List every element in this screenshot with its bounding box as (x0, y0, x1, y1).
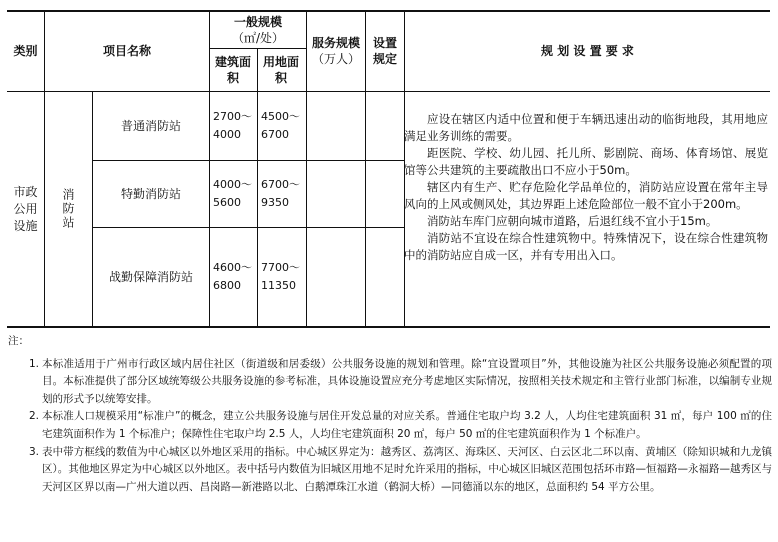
header-service-scale: 服务规模 （万人） (311, 36, 360, 66)
land-area-row-1: 4500～6700 (261, 110, 300, 141)
building-area-row-2: 4000～5600 (213, 178, 252, 209)
notes-label: 注： (8, 335, 29, 347)
subcategory-cell: 消防站 (61, 188, 75, 230)
category-cell: 市政公用设施 (13, 184, 38, 233)
requirements-text (404, 111, 768, 264)
requirement-paragraph: 距医院、学校、幼儿园、托儿所、影剧院、商场、体育场馆、展览馆等公共建筑的主要疏散出口不应小于50m。 (404, 146, 768, 177)
table-bottom-border (7, 326, 770, 328)
header-requirements: 规 划 设 置 要 求 (541, 44, 634, 58)
requirement-paragraph: 辖区内有生产、贮存危险化学品单位的，消防站应设置在常年主导风向的上风或侧风处，其边界距上述危险部位一般不宜小于200m。 (404, 180, 768, 211)
project-name-row-3: 战勤保障消防站 (108, 269, 193, 284)
note-number: 3. (28, 445, 39, 458)
land-area-row-3: 7700～11350 (261, 261, 300, 292)
note-text: 本标准人口规模采用“标准户”的概念，建立公共服务设施与居住开发总量的对应关系。普通住宅取户均 3.2 人，人均住宅建筑面积 31 ㎡，每户 100 ㎡的住宅建筑面积作为 1 个标准户；保障性住宅取户均 2.5 人，人均住宅建筑面积 20 ㎡，每户 50 ㎡的住宅建筑面积作为 1 个标准户。 (42, 410, 772, 440)
note-text: 表中带方框线的数值为中心城区以外地区采用的指标。中心城区界定为：越秀区、荔湾区、海珠区、天河区、白云区北二环以南、黄埔区（除知识城和九龙镇区）。其他地区界定为中心城区以外地区。表中括号内数值为旧城区用地不足时允许采用的指标，中心城区旧城区范围包括环市路—恒福路—永福路—越秀区与天河区区界以南—广州大道以西、昌岗路—新港路以北、白鹅潭珠江水道（鹤洞大桥）—同德涌以东的地区，总面积约 54 平方公里。 (42, 445, 772, 493)
notes-section (8, 333, 772, 496)
building-area-row-3: 4600～6800 (213, 261, 252, 292)
header-project-name: 项目名称 (102, 44, 151, 58)
header-setting-rule: 设置规定 (372, 36, 397, 66)
note-number: 2. (28, 410, 39, 423)
note-item (8, 356, 772, 409)
header-scale: 一般规模 （㎡/处） (231, 14, 285, 45)
note-item (8, 408, 772, 443)
note-number: 1. (28, 357, 39, 370)
col-divider-name (209, 10, 210, 327)
col-divider-building (257, 48, 258, 327)
note-text: 本标准适用于广州市行政区域内居住社区（街道级和居委级）公共服务设施的规划和管理。除“宜设置项目”外，其他设施为社区公共服务设施必须配置的项目。本标准提供了部分区域统筹级公共服务设施的参考标准，具体设施设置应充分考虑地区实际情况，按照相关技术规定和主管行业部门标准，以编制专业规划的形式予以统筹安排。 (42, 357, 772, 405)
building-area-row-1: 2700～4000 (213, 110, 252, 141)
requirement-paragraph: 消防站不宜设在综合性建筑物中。特殊情况下，设在综合性建筑物中的消防站应自成一区，并有专用出入口。 (404, 231, 768, 262)
project-name-row-2: 特勤消防站 (120, 186, 181, 201)
requirement-paragraph: 消防站车库门应朝向城市道路，后退红线不宜小于15m。 (427, 214, 718, 228)
requirement-paragraph: 应设在辖区内适中位置和便于车辆迅速出动的临街地段，其用地应满足业务训练的需要。 (404, 112, 768, 143)
header-category: 类别 (13, 44, 38, 58)
header-land-area: 用地面积 (262, 55, 299, 85)
land-area-row-2: 6700～9350 (261, 178, 300, 209)
col-divider-service (365, 10, 366, 327)
header-building-area: 建筑面积 (214, 55, 251, 85)
project-name-row-1: 普通消防站 (120, 118, 181, 133)
note-item (8, 444, 772, 497)
